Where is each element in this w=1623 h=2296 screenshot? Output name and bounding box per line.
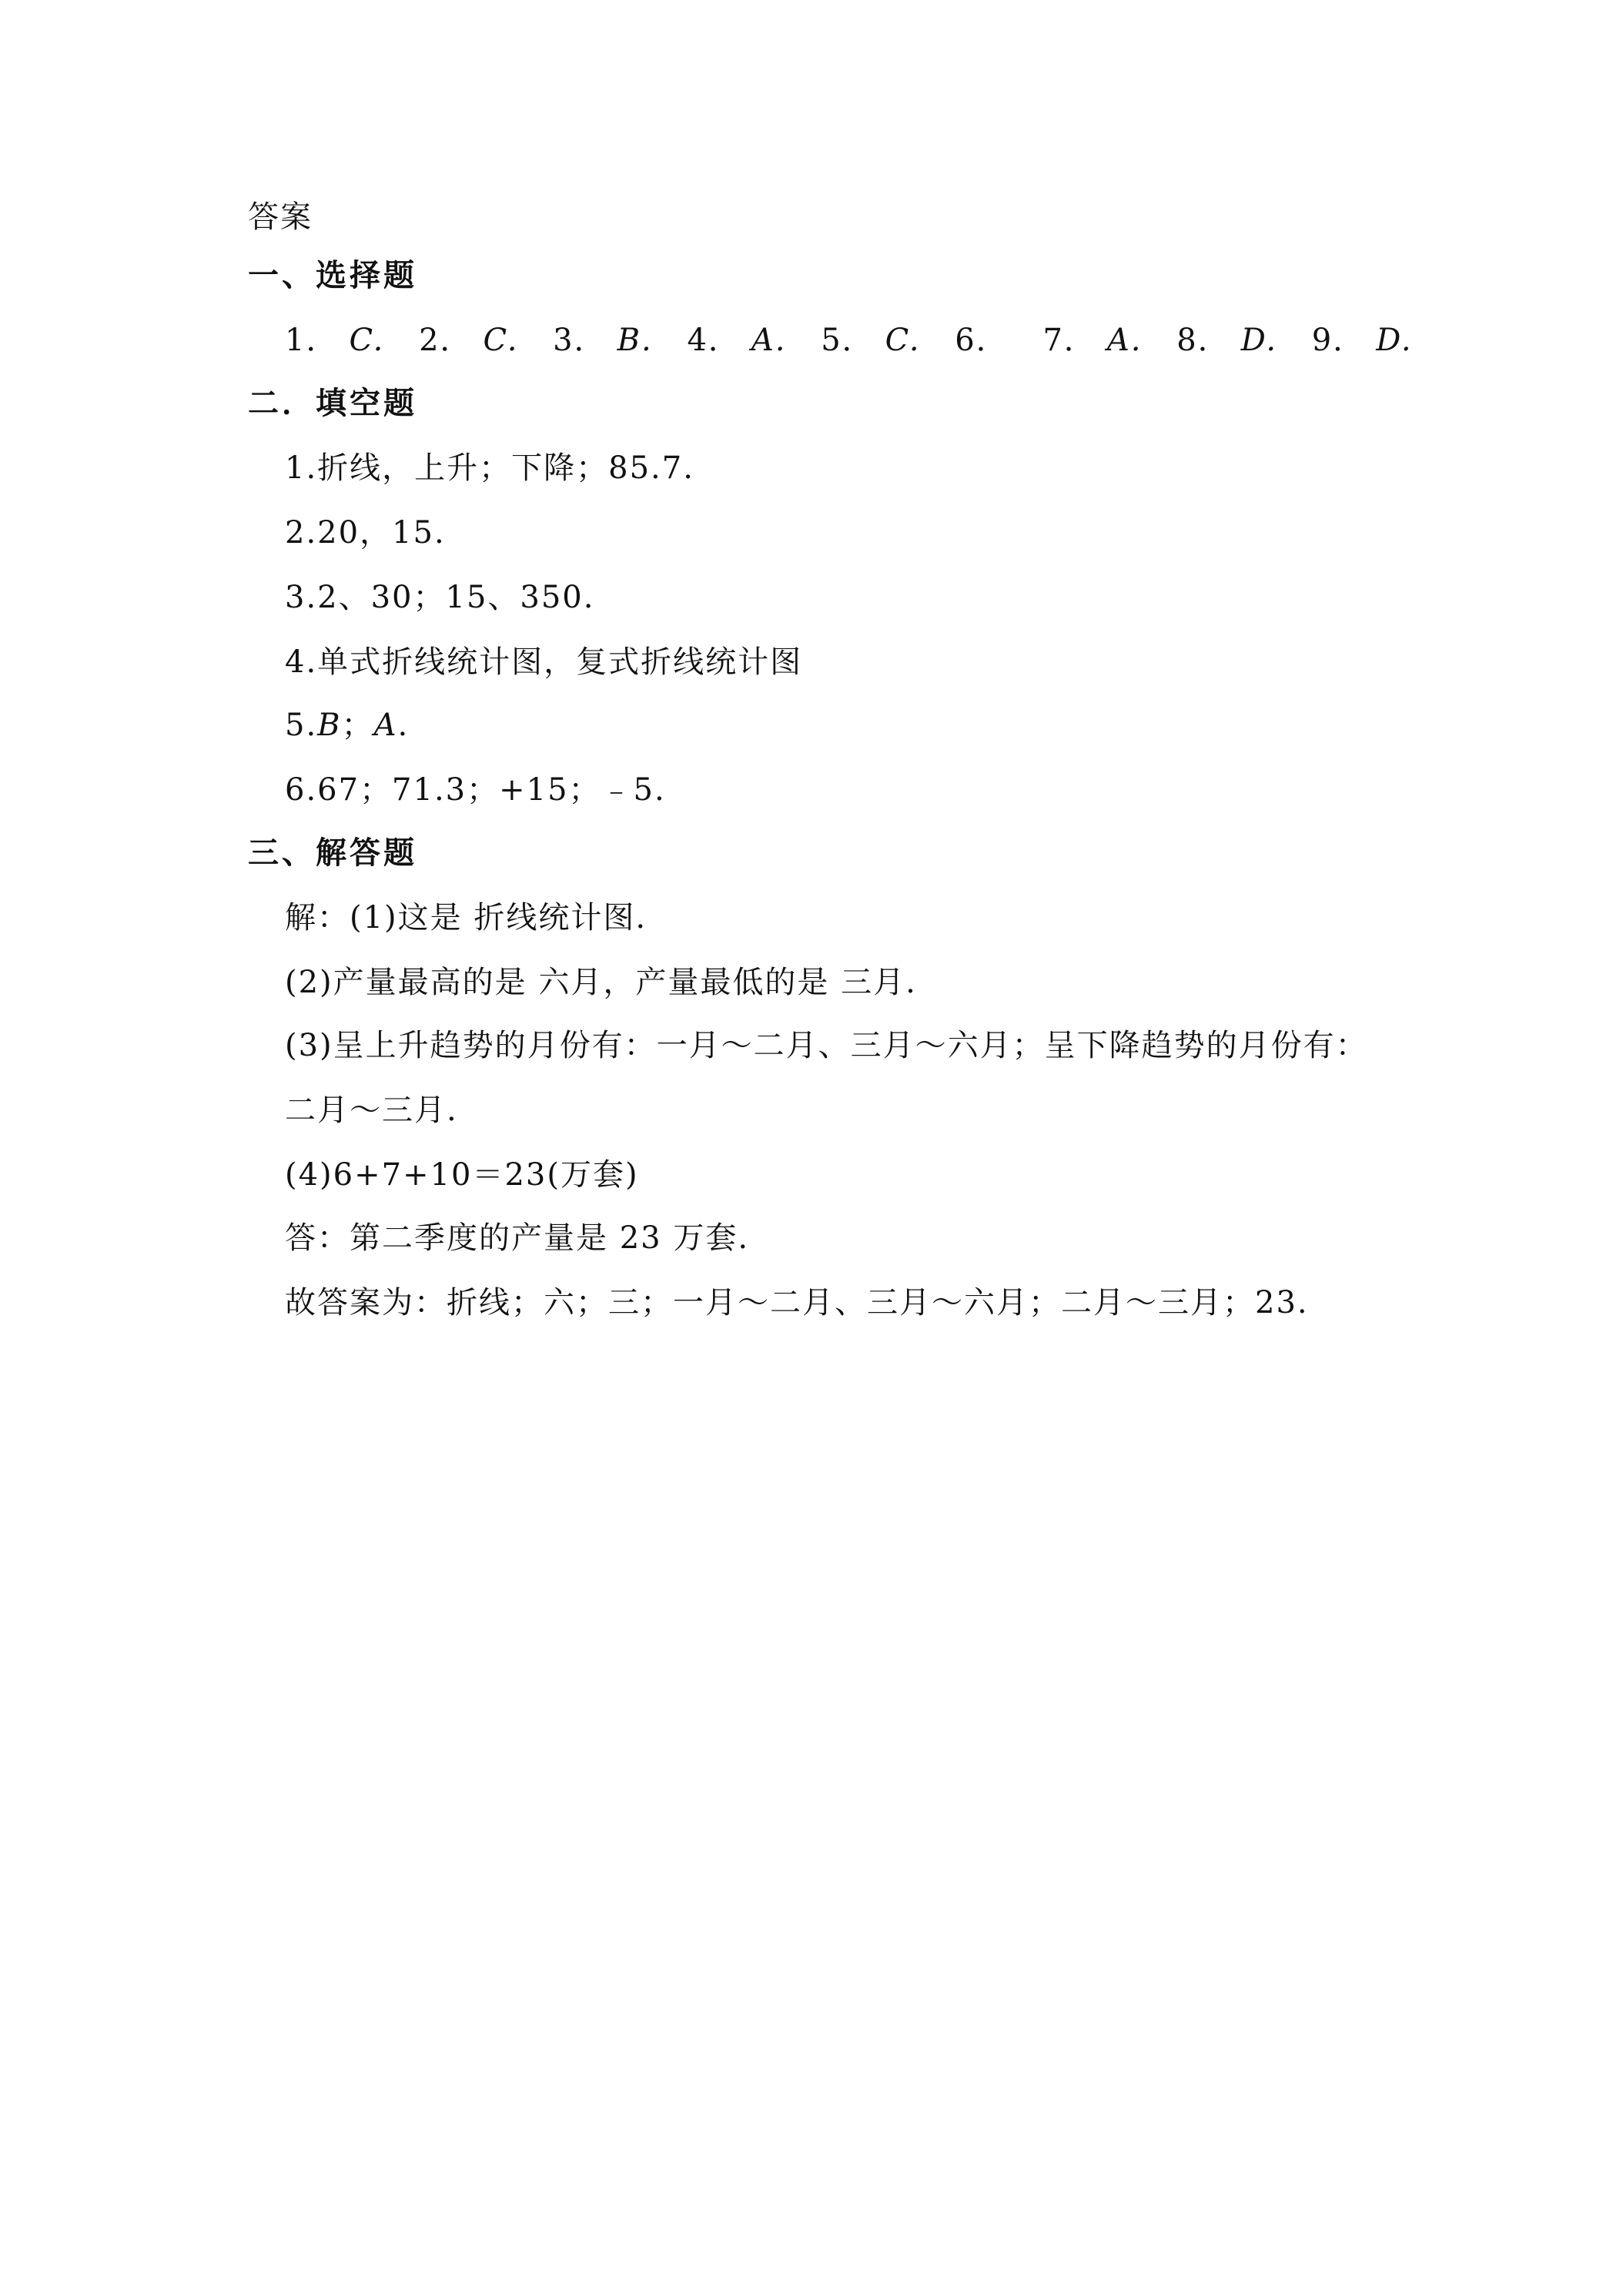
- solve-line-1: 解：(1)这是 折线统计图.: [285, 900, 648, 935]
- solve-line-4: (4)6+7+10＝23(万套): [285, 1157, 639, 1193]
- solve-line-3-cont: 二月～三月.: [285, 1093, 458, 1128]
- solve-line-2: (2)产量最高的是 六月，产量最低的是 三月.: [285, 965, 917, 1000]
- page-title: 答案: [248, 199, 313, 235]
- choice-answer-9: 9． D.: [1311, 323, 1413, 358]
- choice-answer-8: 8． D.: [1176, 323, 1278, 358]
- section-heading-choice: 一、选择题: [248, 258, 417, 293]
- solve-summary-line: 故答案为：折线；六；三；一月～二月、三月～六月；二月～三月；23.: [285, 1285, 1309, 1320]
- fill-answer-5: 5.B；A.: [285, 708, 410, 743]
- choice-answer-3: 3． B.: [553, 323, 653, 358]
- fill-answer-3: 3.2、30；15、350.: [285, 580, 595, 615]
- section-heading-fill: 二．填空题: [248, 386, 417, 421]
- fill-answer-2: 2.20，15.: [285, 515, 446, 551]
- choice-answer-5: 5． C.: [821, 323, 921, 358]
- choice-answer-6: 6．: [955, 323, 1009, 358]
- choice-answers-row: [285, 322, 1413, 359]
- section-heading-solve: 三、解答题: [248, 835, 417, 871]
- choice-answer-4: 4． A.: [687, 323, 787, 358]
- solve-answer-line: 答：第二季度的产量是 23 万套.: [285, 1220, 750, 1256]
- solve-line-3: (3)呈上升趋势的月份有：一月～二月、三月～六月；呈下降趋势的月份有：: [285, 1028, 1368, 1063]
- choice-answer-2: 2． C.: [419, 323, 519, 358]
- fill-answer-1: 1.折线，上升；下降；85.7.: [285, 450, 694, 486]
- choice-answer-7: 7． A.: [1042, 323, 1143, 358]
- choice-answer-1: 1． C.: [285, 323, 385, 358]
- fill-answer-4: 4.单式折线统计图，复式折线统计图: [285, 644, 803, 680]
- fill-answer-6: 6.67；71.3；+15；﹣5.: [285, 772, 666, 808]
